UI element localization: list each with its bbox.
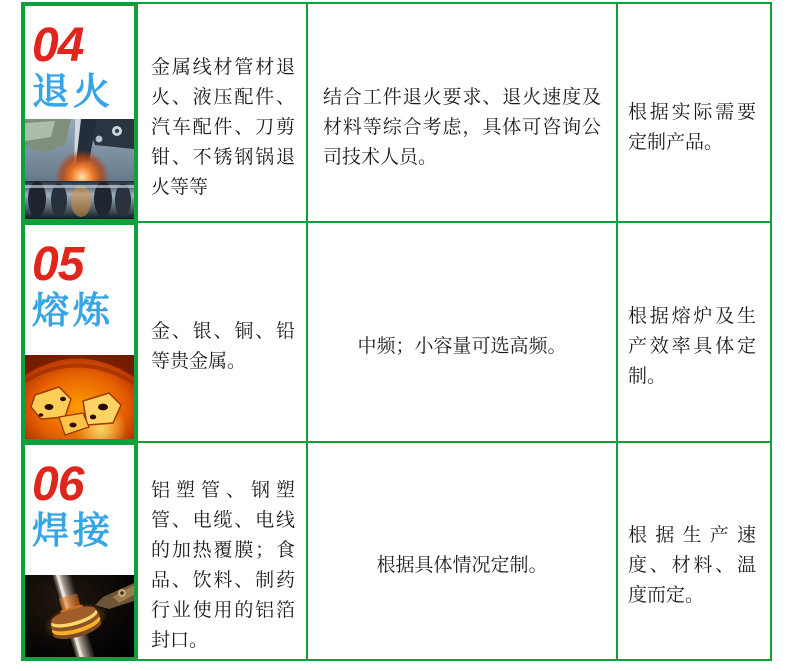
applications-cell bbox=[138, 223, 306, 441]
frequency-cell bbox=[308, 223, 616, 441]
process-number: 06 bbox=[32, 458, 84, 511]
customization-text: 根据生产速度、材料、温度而定。 bbox=[628, 525, 756, 606]
applications-cell bbox=[138, 443, 306, 659]
process-cell-melting bbox=[23, 223, 136, 441]
frequency-text: 结合工件退火要求、退火速度及材料等综合考虑，具体可咨询公司技术人员。 bbox=[323, 86, 601, 168]
customization-text: 根据实际需要定制产品。 bbox=[628, 101, 756, 153]
customization-text: 根据熔炉及生产效率具体定制。 bbox=[628, 306, 756, 387]
process-number: 05 bbox=[32, 238, 84, 291]
frequency-cell bbox=[308, 4, 616, 221]
induction-welding-photo bbox=[25, 575, 134, 657]
customization-cell bbox=[618, 443, 770, 659]
customization-cell bbox=[618, 223, 770, 441]
frequency-text: 中频；小容量可选高频。 bbox=[357, 336, 567, 357]
process-name: 焊接 bbox=[32, 510, 114, 551]
frequency-text: 根据具体情况定制。 bbox=[376, 555, 548, 576]
process-title bbox=[25, 6, 134, 112]
frequency-cell bbox=[308, 443, 616, 659]
customization-cell bbox=[618, 4, 770, 221]
process-title bbox=[25, 225, 134, 331]
process-title bbox=[25, 445, 134, 551]
process-cell-welding bbox=[23, 443, 136, 659]
process-spec-table bbox=[21, 2, 772, 661]
metal-melting-photo bbox=[25, 355, 134, 439]
applications-text: 铝塑管、钢塑管、电缆、电线的加热覆膜；食品、饮料、制药行业使用的铝箔封口。 bbox=[151, 480, 295, 651]
process-number: 04 bbox=[32, 19, 84, 72]
process-name: 退火 bbox=[32, 71, 114, 112]
process-cell-annealing bbox=[23, 4, 136, 221]
applications-text: 金、银、铜、铅等贵金属。 bbox=[151, 321, 295, 372]
applications-cell bbox=[138, 4, 306, 221]
applications-text: 金属线材管材退火、液压配件、汽车配件、刀剪钳、不锈钢锅退火等等 bbox=[151, 56, 295, 198]
annealing-machine-photo bbox=[25, 119, 134, 219]
process-name: 熔炼 bbox=[32, 290, 114, 331]
